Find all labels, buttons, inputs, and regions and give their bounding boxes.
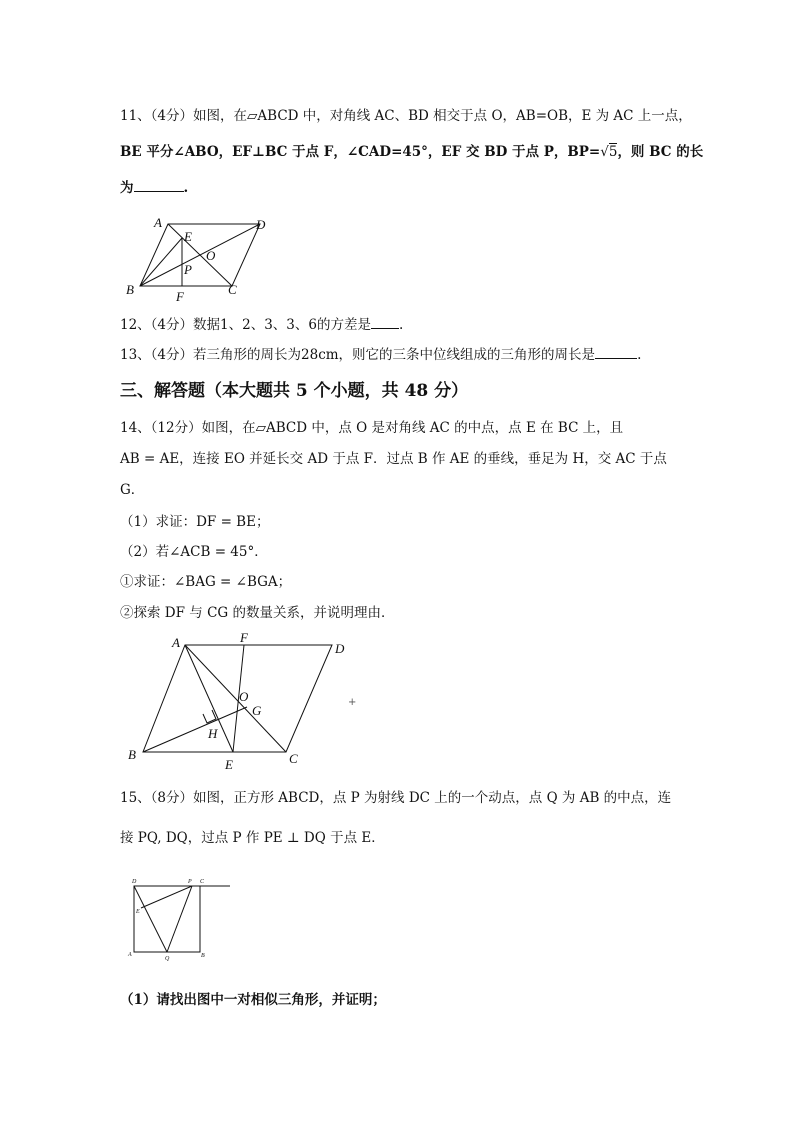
q11-line3 xyxy=(120,176,188,196)
q13-text: 13、（4分）若三角形的周长为28cm，则它的三条中位线组成的三角形的周长是 xyxy=(120,347,596,363)
label-o: O xyxy=(239,689,249,704)
label-c: C xyxy=(289,751,298,766)
sqrt-symbol: √ xyxy=(600,144,609,160)
label-e: E xyxy=(136,909,140,915)
q14-sub1: （1）求证：DF = BE； xyxy=(120,514,270,530)
label-h: H xyxy=(208,726,218,741)
answer-blank xyxy=(134,179,184,192)
answer-blank xyxy=(595,346,637,359)
q14-line3: G． xyxy=(120,482,145,498)
q15-line2: 接 PQ, DQ，过点 P 作 PE ⊥ DQ 于点 E． xyxy=(120,830,385,846)
segment-be xyxy=(140,238,182,286)
label-a: A xyxy=(128,952,132,958)
square-abcd xyxy=(134,886,200,952)
label-a: A xyxy=(154,215,162,230)
label-d: D xyxy=(335,641,345,656)
label-f: F xyxy=(176,289,184,304)
parallelogram-abcd xyxy=(143,645,332,752)
q15-sub1: （1）请找出图中一对相似三角形，并证明； xyxy=(120,992,386,1008)
cursor-mark: + xyxy=(348,697,357,708)
q11-line3a: 为 xyxy=(120,180,134,196)
diagonal-ac xyxy=(185,645,286,752)
label-a: A xyxy=(172,635,180,650)
q11-line2 xyxy=(120,140,703,160)
label-e: E xyxy=(184,229,192,244)
label-c: C xyxy=(228,282,237,297)
label-q: Q xyxy=(165,956,170,962)
label-b: B xyxy=(128,747,136,762)
q15-line1: 15、（8分）如图，正方形 ABCD，点 P 为射线 DC 上的一个动点，点 Q 为 AB 的中点，连 xyxy=(120,790,672,806)
segment-dq xyxy=(134,886,167,952)
section-heading: 三、解答题（本大题共 5 个小题，共 48 分） xyxy=(120,381,469,401)
label-g: G xyxy=(252,703,262,718)
q14-sub2a: ①求证：∠BAG = ∠BGA； xyxy=(120,574,292,590)
q11-line3b: . xyxy=(183,180,189,196)
q11-line2a: BE 平分∠ABO，EF⊥BC 于点 F，∠CAD=45°，EF 交 BD 于点 P，BP= xyxy=(120,144,601,160)
q13-line xyxy=(120,343,641,363)
label-b: B xyxy=(126,282,134,297)
q14-sub2: （2）若∠ACB = 45°． xyxy=(120,544,268,560)
q11-line1: 11、（4分）如图，在▱ABCD 中，对角线 AC、BD 相交于点 O，AB=OB，E 为 AC 上一点， xyxy=(120,108,692,124)
answer-blank xyxy=(371,316,399,329)
label-b: B xyxy=(201,953,205,959)
diagonal-bd xyxy=(140,224,260,286)
label-e: E xyxy=(225,757,233,772)
q14-figure xyxy=(120,628,370,776)
label-p: P xyxy=(188,879,192,885)
q11-figure xyxy=(120,210,280,305)
segment-pq xyxy=(167,886,192,952)
q11-line2b: ，则 BC 的长 xyxy=(617,144,704,160)
q12-text: 12、（4分）数据1、2、3、3、6的方差是 xyxy=(120,317,371,333)
label-d: D xyxy=(132,879,137,885)
q14-line2: AB = AE，连接 EO 并延长交 AD 于点 F．过点 B 作 AE 的垂线，垂足为 H，交 AC 于点 xyxy=(120,451,667,467)
q14-line1: 14、（12分）如图，在▱ABCD 中，点 O 是对角线 AC 的中点，点 E 在 BC 上，且 xyxy=(120,420,624,436)
label-o: O xyxy=(206,248,216,263)
segment-bg xyxy=(143,707,247,752)
segment-pe xyxy=(141,886,192,908)
label-c: C xyxy=(200,879,205,885)
sqrt-radicand: 5 xyxy=(608,144,618,160)
label-f: F xyxy=(240,630,248,645)
q12-end: . xyxy=(398,317,404,333)
label-d: D xyxy=(256,217,266,232)
q13-end: . xyxy=(637,347,642,363)
q14-sub2b: ②探索 DF 与 CG 的数量关系，并说明理由． xyxy=(120,605,395,621)
label-p: P xyxy=(184,262,192,277)
q15-figure xyxy=(120,874,240,964)
q12-line xyxy=(120,313,403,333)
